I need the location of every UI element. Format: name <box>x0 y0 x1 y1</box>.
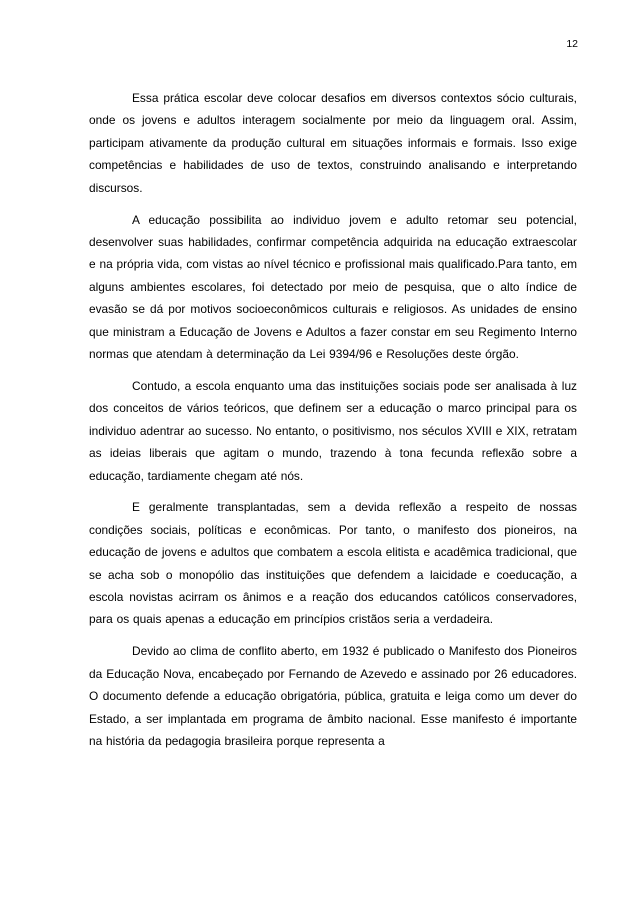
body-text <box>89 87 577 752</box>
paragraph-4: E geralmente transplantadas, sem a devida reflexão a respeito de nossas condições sociais, políticas e econômicas. Por tanto, o manifesto dos pioneiros, na educação de jovens e adultos que combatem a escola elitista e acadêmica tradicional, que se acha sob o monopólio das instituições que defendem a laicidade e coeducação, a escola novistas acirram os ânimos e a reação dos educandos católicos conservadores, para os quais apenas a educação em princípios cristãos seria a verdadeira. <box>89 500 577 627</box>
paragraph-2: A educação possibilita ao individuo jovem e adulto retomar seu potencial, desenvolver suas habilidades, confirmar competência adquirida na educação extraescolar e na própria vida, com vistas ao nível técnico e profissional mais qualificado.Para tanto, em alguns ambientes escolares, foi detectado por meio de pesquisa, que o alto índice de evasão se dá por motivos socioeconômicos culturais e religiosos. As unidades de ensino que ministram a Educação de Jovens e Adultos a fazer constar em seu Regimento Interno normas que atendam à determinação da Lei 9394/96 e Resoluções deste órgão. <box>89 212 577 361</box>
paragraph-1: Essa prática escolar deve colocar desafios em diversos contextos sócio culturais, onde os jovens e adultos interagem socialmente por meio da linguagem oral. Assim, participam ativamente da produção cultural em situações informais e formais. Isso exige competências e habilidades de uso de textos, construindo analisando e interpretando discursos. <box>89 91 577 195</box>
paragraph-5: Devido ao clima de conflito aberto, em 1932 é publicado o Manifesto dos Pioneiros da Educação Nova, encabeçado por Fernando de Azevedo e assinado por 26 educadores. O documento defende a educação obrigatória, pública, gratuita e leiga como um dever do Estado, a ser implantada em programa de âmbito nacional. Esse manifesto é importante na história da pedagogia brasileira porque representa a <box>89 644 577 748</box>
page-number: 12 <box>566 38 578 50</box>
paragraph-3: Contudo, a escola enquanto uma das instituições sociais pode ser analisada à luz dos conceitos de vários teóricos, que definem ser a educação o marco principal para os individuo adentrar ao sucesso. No entanto, o positivismo, nos séculos XVIII e XIX, retratam as ideias liberais que agitam o mundo, trazendo à tona fecunda reflexão sobre a educação, tardiamente chegam até nós. <box>89 378 577 483</box>
